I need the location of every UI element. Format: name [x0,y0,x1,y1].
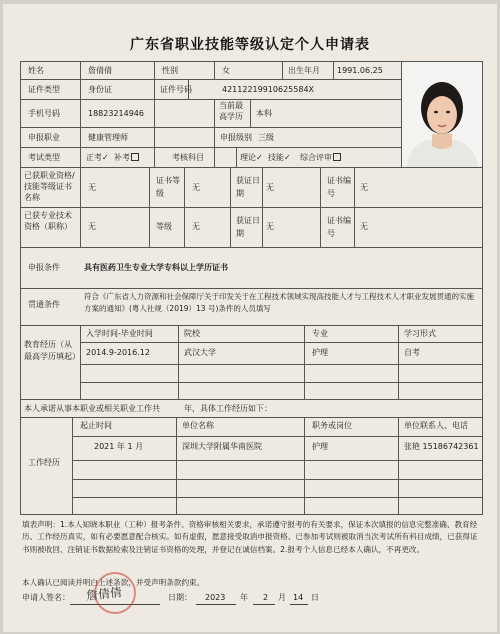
work-col-position: 职务或岗位 [312,421,352,430]
cert-level-value[interactable]: 无 [192,183,200,192]
exam-type-makeup-option[interactable] [114,153,139,164]
cert-date-value[interactable]: 无 [266,183,274,192]
education-level-value[interactable]: 本科 [256,109,272,118]
tech-level-value[interactable]: 无 [192,222,200,231]
tech-level-label: 等级 [156,222,172,231]
cert-level-label: 证书等级 [156,176,180,198]
tech-date-value[interactable]: 无 [266,222,274,231]
tech-number-label: 证书编号 [327,216,351,238]
id-type-label: 证件类型 [28,85,60,94]
occupation-label: 申报职业 [28,133,60,142]
pathway-condition-text: 符合《广东省人力资源和社会保障厅关于印发关于在工程技术领域实现高技能人才与工程技术人才职业发展贯通的实施方案的通知》(粤人社规（2019）13 号)条件的人员填写 [84,292,474,313]
gender-label: 性别 [162,66,178,75]
phone-value[interactable]: 18823214946 [88,109,144,118]
declaration-confirm: 本人确认已阅读并明白上述条款，并受声明条款约束。 [22,578,205,587]
subject-label: 考核科目 [172,153,204,162]
date-month[interactable]: 2 [263,593,269,602]
edu-row-mode[interactable]: 自考 [404,348,420,357]
cert-number-value[interactable]: 无 [360,183,368,192]
level-label: 申报级别 [220,133,252,142]
apply-condition-label: 申报条件 [28,263,60,272]
month-underline [253,604,275,605]
checkbox-icon [131,153,139,161]
subject-skill-label: 技能 [268,153,284,162]
work-commitment: 本人承诺从事本职业或相关职业工作共 年，具体工作经历如下： [24,404,272,413]
tech-number-value[interactable]: 无 [360,222,368,231]
edu-col-mode: 学习形式 [404,329,436,338]
exam-type-label: 考试类型 [28,153,60,162]
work-row-start[interactable]: 2021 年 1 月 [94,442,144,451]
applicant-signature-text: 詹倩倩 [85,585,123,603]
occupation-value[interactable]: 健康管理师 [88,133,128,142]
declaration-notice: 填表声明：1.本人知晓本职业（工种）报考条件、资格审核相关要求，承诺遵守报考的有关要求，保证本次填报的信息完整准确、教育经历、工作经历真实，如有必要愿意配合核实。如有虚假，愿意接受取消申报资格、已参加考试则被取消当次考试所有科目成绩，已获得证书则被收回、注销证书数据检索及注销证书资格的处理，并登记在诚信档案。2.报考个人信息已经本人确认，不再更改。 [22,520,478,554]
work-row-unit[interactable]: 深圳大学附属华南医院 [182,442,262,451]
date-label: 日期： [168,593,192,602]
day-underline [290,604,308,605]
subject-skill-option[interactable] [268,153,291,164]
date-year-unit: 年 [240,593,248,602]
tech-title-value[interactable]: 无 [88,222,96,231]
year-underline [196,604,236,605]
cert-name-value[interactable]: 无 [88,183,96,192]
exam-type-makeup-label: 补考 [114,153,130,162]
exam-type-regular-label: 正考 [86,153,102,162]
cert-date-label: 获证日期 [236,176,260,198]
tech-date-label: 获证日期 [236,216,260,238]
id-number-value[interactable]: 42112219910625584X [222,85,315,94]
subject-comprehensive-option[interactable] [300,153,341,164]
subject-theory-option[interactable] [240,153,263,164]
subject-theory-label: 理论 [240,153,256,162]
apply-condition-value[interactable]: 具有医药卫生专业大学专科以上学历证书 [84,263,228,272]
date-year[interactable]: 2023 [205,593,226,602]
cert-name-label: 已获职业资格/技能等级证书名称 [24,171,75,203]
work-col-contact: 单位联系人、电话 [404,421,468,430]
gender-value[interactable]: 女 [222,66,230,75]
tech-title-label: 已获专业技术资格（职称） [24,211,72,232]
pathway-condition-label: 贯通条件 [28,300,60,309]
form-title: 广东省职业技能等级认定个人申请表 [130,37,370,53]
subject-comprehensive-label: 综合评审 [300,153,332,162]
signature-label: 申请人签名： [22,593,70,602]
date-day-unit: 日 [311,593,319,602]
checkbox-icon [333,153,341,161]
name-label: 姓名 [28,66,44,75]
id-number-label: 证件号码 [160,85,192,94]
checkmark-icon: ✓ [284,153,291,162]
level-value[interactable]: 三级 [258,133,274,142]
applicant-photo [402,62,482,167]
name-value[interactable]: 詹倩倩 [88,66,112,75]
work-row-contact[interactable]: 张艳 15186742361 [404,442,479,451]
date-month-unit: 月 [278,593,286,602]
edu-col-school: 院校 [184,329,200,338]
work-history-label: 工作经历 [28,458,60,467]
education-level-label: 当前最高学历 [219,101,243,121]
exam-type-regular-option[interactable] [86,153,109,164]
checkmark-icon: ✓ [102,153,109,162]
work-col-unit: 单位名称 [182,421,214,430]
edu-row-period[interactable]: 2014.9-2016.12 [86,348,150,357]
edu-row-school[interactable]: 武汉大学 [184,348,216,357]
education-history-label: 教育经历（从最高学历填起） [24,340,80,361]
birth-label: 出生年月 [288,66,320,75]
birth-value[interactable]: 1991.06.25 [337,66,383,75]
edu-row-major[interactable]: 护理 [312,348,328,357]
id-type-value[interactable]: 身份证 [88,85,112,94]
edu-col-major: 专业 [312,329,328,338]
cert-number-label: 证书编号 [327,176,351,198]
edu-col-period: 入学时间-毕业时间 [86,329,153,338]
checkmark-icon: ✓ [256,153,263,162]
phone-label: 手机号码 [28,109,60,118]
date-day[interactable]: 14 [293,593,304,602]
work-col-start: 起止时间 [80,421,112,430]
work-row-position[interactable]: 护理 [312,442,328,451]
